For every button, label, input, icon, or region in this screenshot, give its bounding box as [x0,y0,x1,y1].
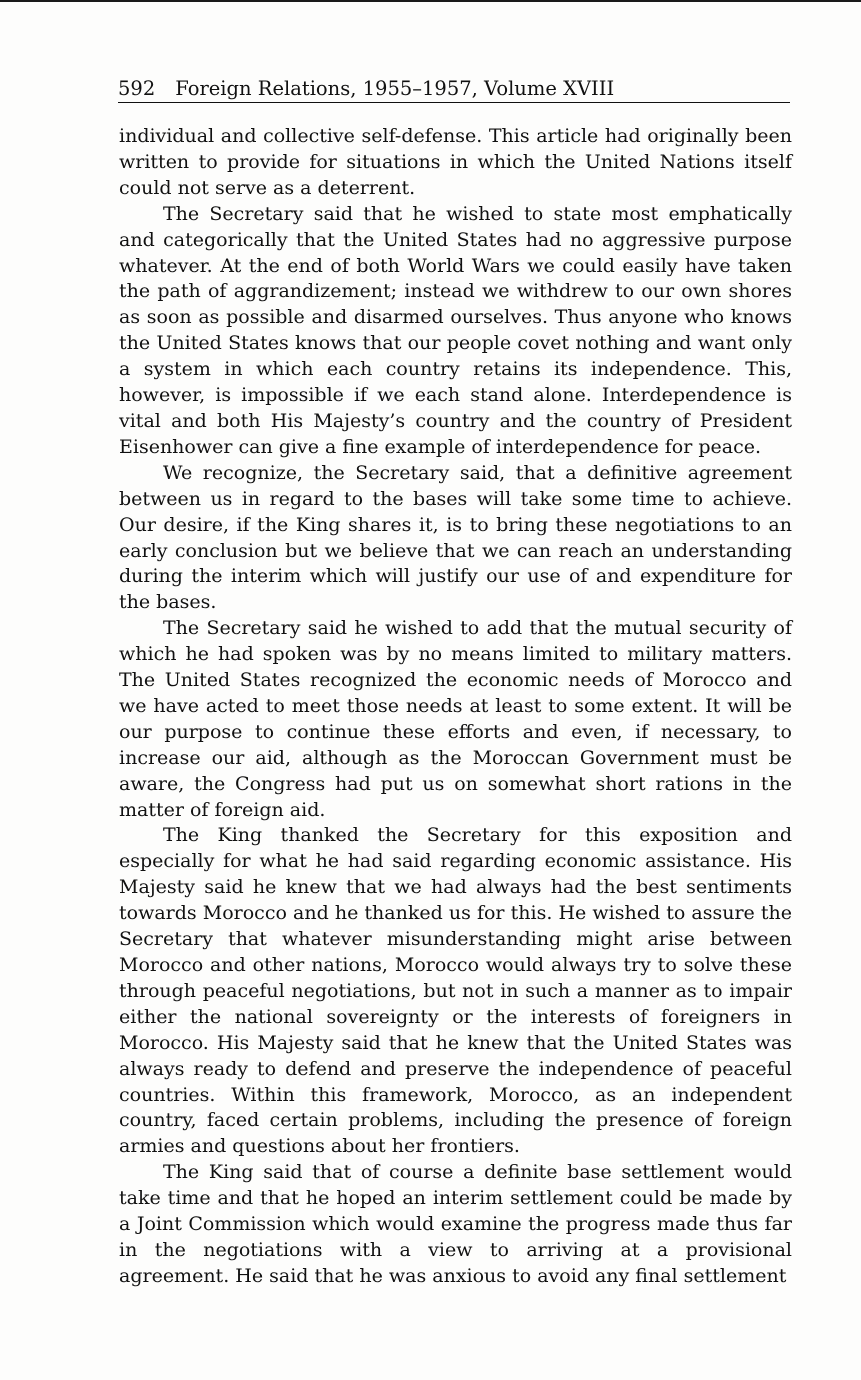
running-title: Foreign Relations, 1955–1957, Volume XVIII [175,77,615,100]
body-text [119,124,792,1290]
paragraph-secretary-no-aggressive-purpose: The Secretary said that he wished to state most emphatically and categorically that the United States had no aggressive purpose whatever. At the end of both World Wars we could easily have taken the path of aggrandizement; instead we withdrew to our own shores as soon as possible and disarmed ourselves. Thus anyone who knows the United States knows that our people covet nothing and want only a system in which each country retains its independence. This, however, is impossible if we each stand alone. Interdependence is vital and both His Majesty’s country and the country of President Eisenhower can give a fine example of interdependence for peace. [119,202,792,458]
paragraph-continued: individual and collective self-defense. This article had originally been written to provide for situations in which the United Nations itself could not serve as a deterrent. [119,125,792,199]
top-border-line [0,0,861,2]
paragraph-base-settlement: The King said that of course a definite base settlement would take time and that he hoped an interim settlement could be made by a Joint Commission which would examine the progress made thus far in the negotiations with a view to arriving at a provisional agreement. He said that he was anxious to avoid any final settlement [119,1161,792,1287]
running-header [118,76,790,103]
paragraph-king-thanked-secretary: The King thanked the Secretary for this exposition and especially for what he had said regarding economic assistance. His Majesty said he knew that we had always had the best sentiments towards Morocco and he thanked us for this. He wished to assure the Secretary that whatever misunderstanding might arise between Morocco and other nations, Morocco would always try to solve these through peaceful negotiations, but not in such a manner as to impair either the national sovereignty or the interests of foreigners in Morocco. His Majesty said that he knew that the United States was always ready to defend and preserve the independence of peaceful countries. Within this framework, Morocco, as an independent country, faced certain problems, including the presence of foreign armies and questions about her frontiers. [119,824,792,1158]
page-number: 592 [118,77,156,100]
paragraph-definitive-agreement: We recognize, the Secretary said, that a definitive agreement between us in regard to the bases will take some time to achieve. Our desire, if the King shares it, is to bring these negotiations to an early conclusion but we believe that we can reach an understanding during the interim which will justify our use of and expenditure for the bases. [119,461,792,614]
paragraph-mutual-security: The Secretary said he wished to add that the mutual security of which he had spoken was by no means limited to military matters. The United States recognized the economic needs of Morocco and we have acted to meet those needs at least to some extent. It will be our purpose to continue these efforts and even, if necessary, to increase our aid, although as the Moroccan Government must be aware, the Congress had put us on somewhat short rations in the matter of foreign aid. [119,617,792,821]
